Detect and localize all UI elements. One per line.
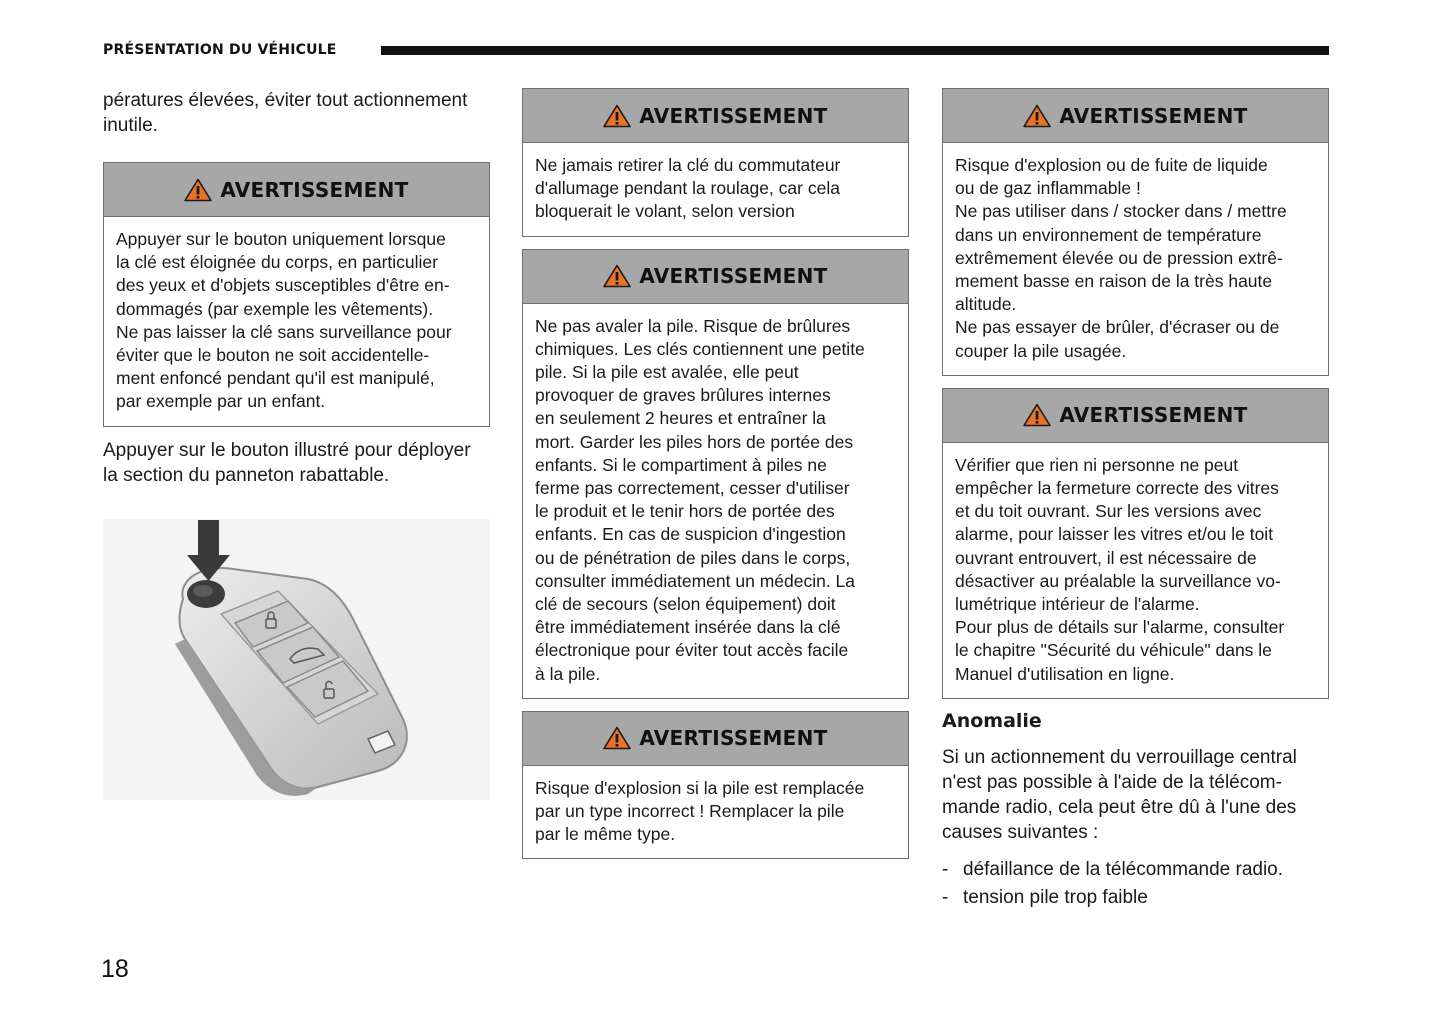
warning-box	[103, 162, 490, 427]
anomaly-heading: Anomalie	[942, 709, 1042, 732]
warning-triangle-icon	[1023, 104, 1051, 128]
warning-text: Appuyer sur le bouton uniquement lorsque la clé est éloignée du corps, en particulier des yeux et d'objets susceptibles d'être en- dommagés (par exemple les vêtements). Ne pas laisser la clé sans surveillance pour éviter que le bouton ne soit accidentelle- ment enfoncé pendant qu'il est manipulé, par exemple par un enfant.	[116, 229, 452, 412]
section-header-title: PRÉSENTATION DU VÉHICULE	[103, 42, 337, 58]
warning-title: AVERTISSEMENT	[220, 177, 409, 202]
warning-triangle-icon	[603, 264, 631, 288]
warning-text: Ne jamais retirer la clé du commutateur d'allumage pendant la roulage, car cela bloquerait le volant, selon version	[535, 155, 841, 222]
list-item-text: tension pile trop faible	[963, 886, 1148, 908]
intro-paragraph: pératures élevées, éviter tout actionnement inutile.	[103, 90, 468, 136]
warning-title: AVERTISSEMENT	[639, 726, 828, 751]
anomaly-paragraph: Si un actionnement du verrouillage central n'est pas possible à l'aide de la télécom-mande radio, cela peut être dû à l'une des causes suivantes :	[942, 746, 1297, 843]
key-fob-illustration	[103, 519, 490, 800]
warning-title: AVERTISSEMENT	[639, 103, 828, 128]
list-item	[942, 885, 1329, 910]
list-bullet: -	[942, 858, 949, 880]
warning-triangle-icon	[603, 726, 631, 750]
warning-box	[942, 88, 1329, 376]
warning-text: Risque d'explosion si la pile est remplacée par un type incorrect ! Remplacer la pile par le même type.	[535, 777, 865, 845]
warning-title: AVERTISSEMENT	[639, 264, 828, 289]
column-left	[103, 88, 490, 488]
warning-header	[104, 163, 489, 217]
warning-box	[522, 249, 909, 699]
warning-box	[942, 388, 1329, 699]
page-number: 18	[101, 955, 129, 983]
instruction-paragraph: Appuyer sur le bouton illustré pour déployer la section du panneton rabattable.	[103, 439, 471, 486]
warning-header	[523, 89, 908, 143]
warning-triangle-icon	[603, 104, 631, 128]
list-item	[942, 857, 1329, 882]
warning-header	[943, 89, 1328, 143]
column-right	[942, 88, 1329, 913]
anomaly-cause-list	[942, 857, 1329, 910]
warning-triangle-icon	[1023, 403, 1051, 427]
warning-box	[522, 88, 909, 237]
warning-box	[522, 711, 909, 860]
warning-text: Ne pas avaler la pile. Risque de brûlures chimiques. Les clés contiennent une petite pile. Si la pile est avalée, elle peut provoquer de graves brûlures internes en seulement 2 heures et entraîner la mort. Garder les piles hors de portée des enfants. Si le compartiment à piles ne ferme pas correctement, cesser d'utiliser le produit et le tenir hors de portée des enfants. En cas de suspicion d'ingestion ou de pénétration de piles dans le corps, consulter immédiatement un médecin. La clé de secours (selon équipement) doit être immédiatement insérée dans la clé électronique pour éviter tout accès facile à la pile.	[535, 315, 865, 684]
column-middle	[522, 88, 909, 859]
warning-header	[523, 250, 908, 304]
warning-header	[943, 389, 1328, 443]
list-item-text: défaillance de la télécommande radio.	[963, 858, 1284, 880]
list-bullet: -	[942, 886, 949, 908]
warning-text: Risque d'explosion ou de fuite de liquide ou de gaz inflammable ! Ne pas utiliser dans / stocker dans / mettre dans un environnement de température extrêmement élevée ou de pression extrê- mement basse en raison de la très haute altitude. Ne pas essayer de brûler, d'écraser ou de couper la pile usagée.	[955, 155, 1287, 361]
header-rule	[381, 46, 1329, 55]
warning-header	[523, 712, 908, 766]
warning-text: Vérifier que rien ni personne ne peut empêcher la fermeture correcte des vitres et du toit ouvrant. Sur les versions avec alarme, pour laisser les vitres et/ou le toit ouvrant entrouvert, il est nécessaire de désactiver au préalable la surveillance vo- lumétrique intérieur de l'alarme. Pour plus de détails sur l'alarme, consulter le chapitre "Sécurité du véhicule" dans le Manuel d'utilisation en ligne.	[955, 454, 1285, 684]
warning-title: AVERTISSEMENT	[1059, 403, 1248, 428]
warning-triangle-icon	[184, 178, 212, 202]
warning-title: AVERTISSEMENT	[1059, 103, 1248, 128]
